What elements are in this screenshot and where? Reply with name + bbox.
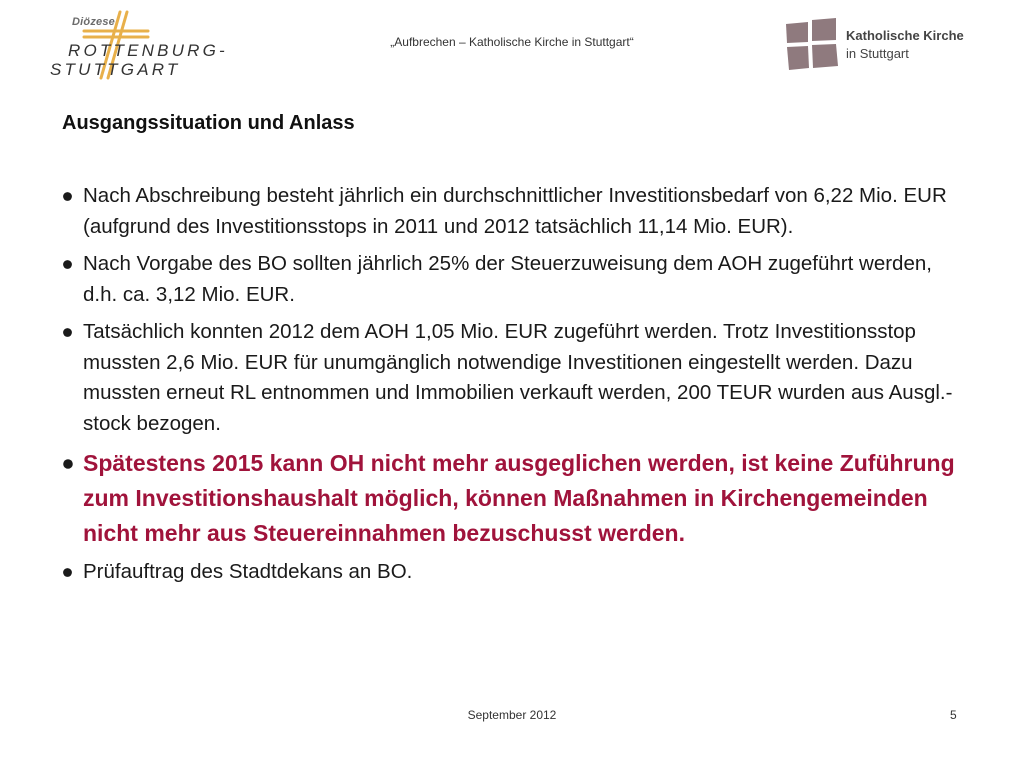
bullet-icon (62, 327, 73, 338)
bullet-item (60, 249, 965, 310)
diocese-name-line2: STUTTGART (50, 60, 181, 79)
window-cross-logo-icon (784, 18, 840, 76)
bullet-item (60, 317, 965, 439)
footer-date: September 2012 (467, 708, 557, 722)
page-number: 5 (950, 708, 957, 722)
church-logo-line2: in Stuttgart (846, 46, 909, 61)
bullet-text: Nach Vorgabe des BO sollten jährlich 25% der Steuerzuweisung dem AOH zugeführt werden, d.h. ca. 3,12 Mio. EUR. (83, 252, 932, 306)
diocese-name-line1: ROTTENBURG- (68, 41, 228, 60)
bullet-text: Spätestens 2015 kann OH nicht mehr ausgeglichen werden, ist keine Zuführung zum Investitionshaushalt möglich, können Maßnahmen in Kirchengemeinden nicht mehr aus Steuereinnahmen bezuschusst werden. (83, 450, 955, 546)
bullet-text: Nach Abschreibung besteht jährlich ein durchschnittlicher Investitionsbedarf von 6,22 Mio. EUR (aufgrund des Investitionsstops in 2011 und 2012 tatsächlich 11,14 Mio. EUR). (83, 184, 947, 238)
bullet-icon (62, 458, 74, 470)
bullet-item-emphasized (60, 446, 965, 551)
bullet-item (60, 557, 965, 588)
bullet-icon (62, 191, 73, 202)
slide-title: Ausgangssituation und Anlass (62, 112, 355, 134)
church-logo (784, 18, 994, 78)
bullet-icon (62, 259, 73, 270)
header-tagline: „Aufbrechen – Katholische Kirche in Stuttgart“ (390, 35, 634, 49)
bullet-text: Prüfauftrag des Stadtdekans an BO. (83, 560, 413, 583)
bullet-item (60, 181, 965, 242)
bullet-list (60, 181, 965, 595)
bullet-text: Tatsächlich konnten 2012 dem AOH 1,05 Mio. EUR zugeführt werden. Trotz Investitionsstop mussten 2,6 Mio. EUR für unumgänglich notwendige Investitionen eingestellt werden. Dazu mussten erneut RL entnommen und Immobilien verkauft werden, 200 TEUR wurden aus Ausgl.-stock bezogen. (83, 320, 953, 435)
church-logo-line1: Katholische Kirche (846, 28, 964, 43)
bullet-icon (62, 567, 73, 578)
diocese-label: Diözese (72, 16, 115, 28)
